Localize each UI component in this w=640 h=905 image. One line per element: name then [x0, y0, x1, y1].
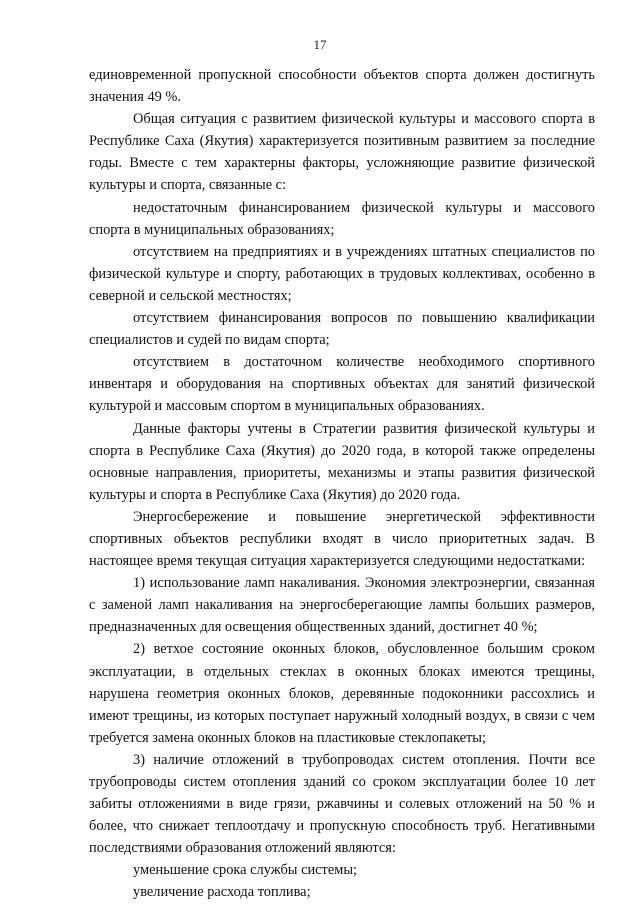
list-item: 1) использование ламп накаливания. Экономия электроэнергии, связанная с заменой ламп накаливания на энергосберегающие лампы больших размеров, предназначенных для освещения общественных зданий, достигнет 40 %;	[89, 575, 595, 636]
list-item: недостаточным финансированием физической культуры и массового спорта в муниципальных образованиях;	[89, 199, 595, 238]
list-item: 3) наличие отложений в трубопроводах систем отопления. Почти все трубопроводы систем отопления зданий со сроком эксплуатации более 10 лет забиты отложениями в виде грязи, ржавчины и солевых отложений на 50 % и более, что снижает теплоотдачу и пропускную способность труб. Негативными последствиями образования отложений являются:	[89, 751, 595, 857]
list-item: 2) ветхое состояние оконных блоков, обусловленное большим сроком эксплуатации, в отдельных стеклах в оконных блоках имеются трещины, нарушена геометрия оконных блоков, деревянные подоконники рассохлись и имеют трещины, из которых поступает наружный холодный воздух, в связи с чем требуется замена оконных блоков на пластиковые стеклопакеты;	[89, 641, 595, 746]
paragraph: единовременной пропускной способности объектов спорта должен достигнуть значения 49 %.	[89, 67, 595, 106]
list-item: отсутствием финансирования вопросов по повышению квалификации специалистов и судей по видам спорта;	[89, 310, 595, 349]
paragraph: Данные факторы учтены в Стратегии развития физической культуры и спорта в Республике Саха (Якутия) до 2020 года, в которой также определены основные направления, приоритеты, механизмы и этапы развития физической культуры и спорта в Республике Саха (Якутия) до 2020 года.	[89, 420, 595, 503]
list-item: уменьшение срока службы системы;	[133, 862, 357, 879]
list-item: отсутствием на предприятиях и в учреждениях штатных специалистов по физической культуре и спорту, работающих в трудовых коллективах, особенно в северной и сельской местностях;	[89, 243, 595, 304]
list-item: отсутствием в достаточном количестве необходимого спортивного инвентаря и оборудования на спортивных объектах для занятий физической культурой и массовым спортом в муниципальных образованиях.	[89, 354, 595, 415]
page-number: 17	[313, 37, 327, 52]
list-item: увеличение расхода топлива;	[133, 884, 311, 901]
paragraph: Энергосбережение и повышение энергетической эффективности спортивных объектов республики входят в число приоритетных задач. В настоящее время текущая ситуация характеризуется следующими недостатками:	[89, 508, 595, 570]
paragraph: Общая ситуация с развитием физической культуры и массового спорта в Республике Саха (Якутия) характеризуется позитивным развитием за последние годы. Вместе с тем характерны факторы, усложняющие развитие физической культуры и спорта, связанные с:	[89, 111, 595, 194]
document-body	[89, 64, 595, 904]
